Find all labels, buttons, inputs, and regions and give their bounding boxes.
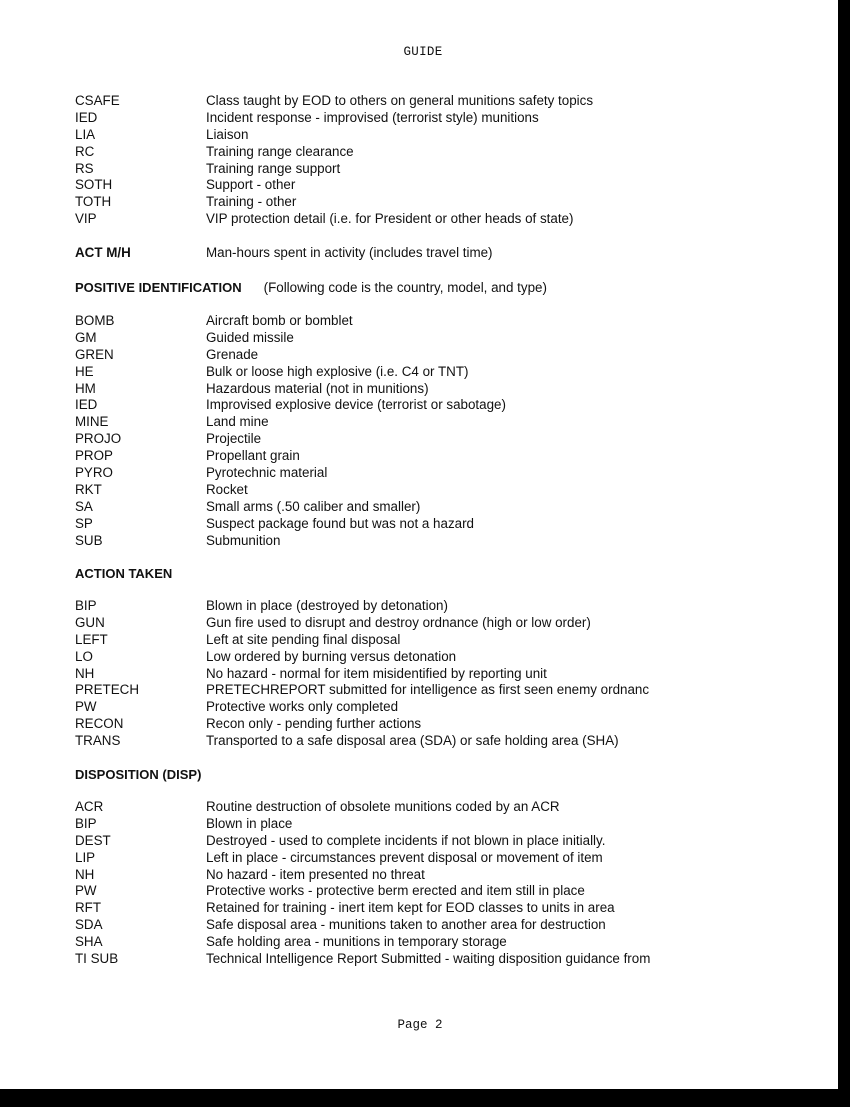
positive-id-code: HM <box>75 380 96 396</box>
disposition-heading-text: DISPOSITION (DISP) <box>75 767 202 782</box>
positive-id-row <box>75 516 506 533</box>
activity-code-row <box>75 177 593 194</box>
positive-id-code: PROJO <box>75 431 122 447</box>
activity-code-row <box>75 161 593 178</box>
positive-id-row <box>75 465 506 482</box>
positive-id-code: GM <box>75 329 97 345</box>
action-taken-heading-text: ACTION TAKEN <box>75 566 173 581</box>
positive-identification-note: (Following code is the country, model, and type) <box>263 280 547 295</box>
activity-code-code: VIP <box>75 211 97 227</box>
positive-id-row <box>75 397 506 414</box>
action-taken-row <box>75 666 649 683</box>
disposition-code: SDA <box>75 917 103 933</box>
disposition-desc: Protective works - protective berm erected and item still in place <box>206 883 585 899</box>
action-taken-desc: Blown in place (destroyed by detonation) <box>206 598 448 613</box>
positive-identification-list <box>75 313 506 549</box>
action-taken-row <box>75 598 649 615</box>
disposition-row <box>75 934 650 951</box>
disposition-row <box>75 867 650 884</box>
action-taken-desc: Low ordered by burning versus detonation <box>206 648 457 664</box>
disposition-code: PW <box>75 883 97 899</box>
action-taken-code: GUN <box>75 614 105 630</box>
positive-id-desc: Projectile <box>206 431 262 447</box>
action-taken-desc: Gun fire used to disrupt and destroy ordnance (high or low order) <box>206 614 591 630</box>
activity-code-code: SOTH <box>75 177 113 193</box>
positive-id-desc: Improvised explosive device (terrorist or sabotage) <box>206 397 506 413</box>
action-taken-heading <box>75 565 172 582</box>
positive-id-desc: Grenade <box>206 346 259 362</box>
action-taken-code: TRANS <box>75 733 121 749</box>
disposition-row <box>75 799 650 816</box>
activity-code-code: IED <box>75 109 98 125</box>
positive-id-row <box>75 431 506 448</box>
disposition-code: NH <box>75 866 95 882</box>
page-number: Page 2 <box>397 1018 443 1032</box>
disposition-row <box>75 900 650 917</box>
disposition-code: BIP <box>75 815 97 831</box>
scan-border-bottom <box>0 1089 850 1107</box>
positive-identification-section <box>75 279 547 296</box>
positive-id-row <box>75 347 506 364</box>
action-taken-desc: PRETECHREPORT submitted for intelligence as first seen enemy ordnanc <box>206 682 650 698</box>
disposition-code: DEST <box>75 832 111 848</box>
action-taken-code: LO <box>75 648 93 664</box>
activity-code-row <box>75 144 593 161</box>
activity-code-desc: VIP protection detail (i.e. for President or other heads of state) <box>206 211 574 227</box>
disposition-code: TI SUB <box>75 951 119 967</box>
positive-id-row <box>75 330 506 347</box>
disposition-desc: Destroyed - used to complete incidents if not blown in place initially. <box>206 832 606 848</box>
positive-id-desc: Pyrotechnic material <box>206 465 328 481</box>
action-taken-code: NH <box>75 665 95 681</box>
action-taken-row <box>75 632 649 649</box>
positive-id-desc: Suspect package found but was not a hazard <box>206 515 474 531</box>
positive-id-desc: Small arms (.50 caliber and smaller) <box>206 498 421 514</box>
activity-code-code: RC <box>75 143 95 159</box>
action-taken-row <box>75 716 649 733</box>
activity-code-code: RS <box>75 160 94 176</box>
positive-id-row <box>75 482 506 499</box>
activity-code-row <box>75 211 593 228</box>
disposition-desc: Technical Intelligence Report Submitted - waiting disposition guidance from <box>206 951 651 967</box>
positive-id-code: SA <box>75 498 93 514</box>
positive-id-row <box>75 499 506 516</box>
positive-id-row <box>75 381 506 398</box>
disposition-row <box>75 850 650 867</box>
positive-id-desc: Submunition <box>206 532 281 548</box>
disposition-desc: Routine destruction of obsolete munitions coded by an ACR <box>206 799 560 814</box>
disposition-desc: Safe disposal area - munitions taken to another area for destruction <box>206 917 606 933</box>
positive-id-row <box>75 364 506 381</box>
activity-code-row <box>75 110 593 127</box>
action-taken-desc: Recon only - pending further actions <box>206 716 422 732</box>
page-title: GUIDE <box>403 45 443 59</box>
action-taken-row <box>75 699 649 716</box>
disposition-desc: Retained for training - inert item kept for EOD classes to units in area <box>206 900 615 916</box>
disposition-row <box>75 883 650 900</box>
positive-id-desc: Land mine <box>206 414 269 430</box>
positive-id-code: SP <box>75 515 93 531</box>
action-taken-desc: Protective works only completed <box>206 699 399 715</box>
positive-id-row <box>75 448 506 465</box>
activity-code-desc: Training - other <box>206 194 297 210</box>
activity-code-desc: Incident response - improvised (terrorist style) munitions <box>206 109 539 125</box>
positive-identification-heading: POSITIVE IDENTIFICATION <box>75 280 242 295</box>
disposition-row <box>75 917 650 934</box>
disposition-row <box>75 951 650 968</box>
disposition-row <box>75 833 650 850</box>
activity-code-desc: Training range clearance <box>206 143 354 159</box>
action-taken-code: LEFT <box>75 631 108 647</box>
action-taken-row <box>75 615 649 632</box>
activity-code-desc: Liaison <box>206 126 249 142</box>
positive-id-code: IED <box>75 397 98 413</box>
positive-id-desc: Bulk or loose high explosive (i.e. C4 or TNT) <box>206 363 469 379</box>
disposition-code: RFT <box>75 900 102 916</box>
action-taken-desc: Transported to a safe disposal area (SDA) or safe holding area (SHA) <box>206 733 619 749</box>
positive-id-code: BOMB <box>75 313 115 328</box>
disposition-list <box>75 799 650 968</box>
positive-id-code: HE <box>75 363 94 379</box>
action-taken-row <box>75 733 649 750</box>
disposition-desc: No hazard - item presented no threat <box>206 866 425 882</box>
positive-id-code: SUB <box>75 532 103 548</box>
activity-code-code: CSAFE <box>75 93 120 108</box>
action-taken-code: BIP <box>75 598 97 613</box>
disposition-heading <box>75 766 201 783</box>
positive-id-desc: Propellant grain <box>206 448 300 464</box>
positive-id-desc: Rocket <box>206 481 248 497</box>
positive-id-desc: Aircraft bomb or bomblet <box>206 313 353 328</box>
positive-id-row <box>75 414 506 431</box>
activity-code-desc: Support - other <box>206 177 296 193</box>
positive-id-code: PYRO <box>75 465 113 481</box>
activity-code-row <box>75 93 593 110</box>
positive-id-code: GREN <box>75 346 114 362</box>
disposition-code: LIP <box>75 849 96 865</box>
action-taken-row <box>75 649 649 666</box>
disposition-row <box>75 816 650 833</box>
disposition-desc: Left in place - circumstances prevent disposal or movement of item <box>206 849 603 865</box>
act-mh-code: ACT M/H <box>75 245 131 260</box>
act-mh-desc: Man-hours spent in activity (includes travel time) <box>206 245 493 260</box>
activity-code-row <box>75 127 593 144</box>
positive-id-row <box>75 313 506 330</box>
activity-code-desc: Class taught by EOD to others on general munitions safety topics <box>206 93 594 108</box>
disposition-code: SHA <box>75 934 103 950</box>
activity-code-code: LIA <box>75 126 96 142</box>
disposition-desc: Safe holding area - munitions in temporary storage <box>206 934 507 950</box>
disposition-desc: Blown in place <box>206 815 293 831</box>
activity-codes-list <box>75 93 593 228</box>
scan-border-right <box>838 0 850 1106</box>
positive-id-desc: Guided missile <box>206 329 294 345</box>
action-taken-row <box>75 682 649 699</box>
action-taken-code: PW <box>75 699 97 715</box>
positive-id-desc: Hazardous material (not in munitions) <box>206 380 429 396</box>
action-taken-code: RECON <box>75 716 124 732</box>
positive-id-code: RKT <box>75 481 102 497</box>
action-taken-code: PRETECH <box>75 682 139 698</box>
act-mh-row <box>75 245 493 262</box>
action-taken-list <box>75 598 649 750</box>
action-taken-desc: No hazard - normal for item misidentified by reporting unit <box>206 665 547 681</box>
activity-code-row <box>75 194 593 211</box>
positive-id-code: PROP <box>75 448 113 464</box>
activity-code-code: TOTH <box>75 194 112 210</box>
activity-code-desc: Training range support <box>206 160 341 176</box>
disposition-code: ACR <box>75 799 104 814</box>
positive-id-code: MINE <box>75 414 109 430</box>
positive-id-row <box>75 533 506 550</box>
action-taken-desc: Left at site pending final disposal <box>206 631 401 647</box>
